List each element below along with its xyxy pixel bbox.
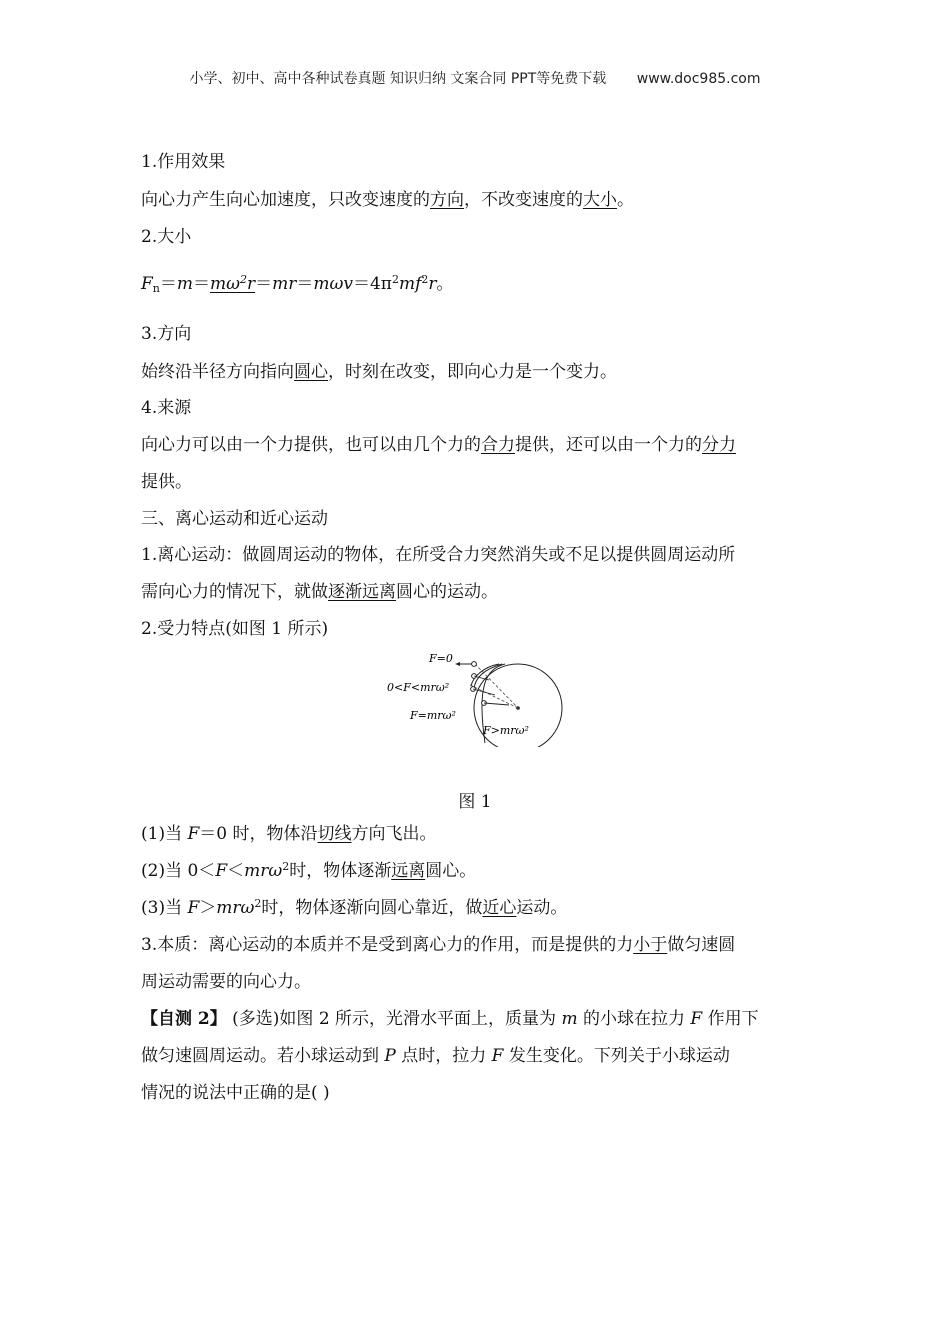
paragraph: [141, 933, 735, 957]
section-title: 2.大小: [141, 227, 192, 247]
paragraph: [141, 580, 498, 604]
label-f1: 0<F<mrω²: [387, 681, 450, 694]
text: 的小球在拉力: [577, 1009, 691, 1029]
page-header: [0, 68, 950, 88]
dashed-radius: [475, 664, 518, 708]
text: 3.本质：离心运动的本质并不是受到离心力的作用，而是提供的力: [141, 935, 634, 955]
label-f3: F>mrω²: [483, 724, 529, 737]
sup: 2: [282, 860, 290, 873]
question: [141, 1007, 759, 1031]
var: mrω: [244, 861, 283, 881]
header-site: www.doc985.com: [636, 71, 761, 87]
text: (1)当: [141, 824, 188, 844]
var: mωv: [313, 274, 353, 294]
text: 始终沿半径方向指向: [141, 362, 294, 382]
var: F: [215, 861, 228, 881]
paragraph: 1.离心运动：做圆周运动的物体，在所受合力突然消失或不足以提供圆周运动所: [141, 545, 736, 565]
section-title: 2.受力特点(如图 1 所示): [141, 619, 329, 639]
text: ，时刻在改变，即向心力是一个变力。: [328, 362, 617, 382]
arrow-4: [484, 703, 509, 705]
var: F: [141, 274, 153, 294]
section-title: 1.作用效果: [141, 152, 226, 172]
answer-blank: 逐渐远离: [328, 582, 396, 602]
header-text: 小学、初中、高中各种试卷真题 知识归纳 文案合同 PPT等免费下载: [189, 71, 607, 87]
section-title: 4.来源: [141, 398, 192, 418]
question-tag: 【自测 2】: [141, 1009, 227, 1029]
question-line: 情况的说法中正确的是( ): [141, 1083, 330, 1103]
text: 作用下: [702, 1009, 759, 1029]
text: (多选)如图 2 所示，光滑水平面上，质量为: [226, 1009, 562, 1029]
op: ＝: [193, 274, 211, 294]
answer-blank: 远离: [391, 861, 426, 881]
answer-blank: 大小: [583, 190, 617, 210]
formula: [141, 272, 454, 296]
var: F: [187, 824, 200, 844]
sup: 2: [254, 897, 262, 910]
op: ＝: [159, 274, 177, 294]
var: P: [384, 1046, 396, 1066]
var: F: [690, 1009, 703, 1029]
answer-blank: 合力: [481, 435, 515, 455]
text: ＝0 时，物体沿: [199, 824, 318, 844]
text: (2)当 0＜: [141, 861, 216, 881]
text: 运动。: [516, 898, 568, 918]
text: 。: [436, 274, 454, 294]
centrifugal-figure: [385, 647, 570, 747]
sub: n: [152, 282, 160, 295]
op: ＝: [255, 274, 273, 294]
ball-1: [472, 662, 477, 667]
text: 。: [617, 190, 634, 210]
text: 做匀速圆周运动。若小球运动到: [141, 1046, 385, 1066]
figure-caption: 图 1: [458, 792, 492, 812]
text: 时，物体逐渐向圆心靠近，做: [261, 898, 483, 918]
text: 做匀速圆: [667, 935, 736, 955]
answer-blank: 方向: [430, 190, 464, 210]
var: F: [491, 1046, 504, 1066]
section-title: 三、离心运动和近心运动: [141, 509, 328, 529]
op: ＝4π: [352, 274, 392, 294]
text: ＞: [199, 898, 217, 918]
text: 向心力可以由一个力提供，也可以由几个力的: [141, 435, 481, 455]
paragraph: [141, 859, 476, 883]
text: 发生变化。下列关于小球运动: [503, 1046, 730, 1066]
var: m: [176, 274, 194, 294]
answer-blank: 分力: [702, 435, 736, 455]
text: ，不改变速度的: [464, 190, 583, 210]
var: r: [428, 274, 437, 294]
op: ＝: [296, 274, 314, 294]
var: F: [187, 898, 200, 918]
sup: 2: [421, 273, 429, 286]
var: m: [561, 1009, 578, 1029]
paragraph: [141, 896, 567, 920]
text: 圆心的运动。: [396, 582, 498, 602]
text: 向心力产生向心加速度，只改变速度的: [141, 190, 430, 210]
text: 点时，拉力: [395, 1046, 492, 1066]
dashed-radius-2: [470, 685, 518, 708]
answer-blank: 小于: [633, 935, 668, 955]
paragraph: [141, 188, 634, 212]
paragraph: 周运动需要的向心力。: [141, 972, 311, 992]
label-f2: F=mrω²: [410, 709, 456, 722]
answer-blank: 近心: [482, 898, 517, 918]
var: mrω: [216, 898, 255, 918]
arrowhead: [455, 662, 460, 666]
text: (3)当: [141, 898, 188, 918]
question-line: [141, 1044, 730, 1068]
answer-blank: 切线: [317, 824, 352, 844]
text: 时，物体逐渐: [289, 861, 392, 881]
var: mf: [398, 274, 422, 294]
sup: 2: [391, 273, 399, 286]
answer-blank: 圆心: [294, 362, 328, 382]
text: ＜: [227, 861, 245, 881]
var: mr: [272, 274, 297, 294]
paragraph: [141, 822, 437, 846]
text: 提供，还可以由一个力的: [515, 435, 702, 455]
text: 需向心力的情况下，就做: [141, 582, 328, 602]
section-title: 3.方向: [141, 324, 192, 344]
paragraph: [141, 360, 617, 384]
label-f0: F=0: [429, 652, 453, 665]
text: 方向飞出。: [351, 824, 437, 844]
paragraph: 提供。: [141, 472, 192, 492]
paragraph: [141, 433, 736, 457]
answer-blank: $m\omega^2r$: [210, 273, 256, 294]
text: 圆心。: [425, 861, 477, 881]
